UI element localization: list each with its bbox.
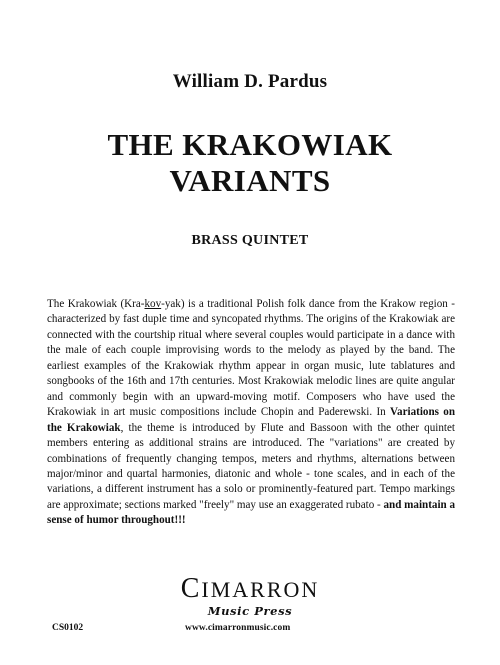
footer xyxy=(52,623,452,637)
notes-text-3: , the theme is introduced by Flute and Bassoon with the other quintet members entering as additional strains are introduced. The "variations" are created by combinations of frequently changing tempos, meters and rhythms, alternations between major/minor and quartal harmonies, diatonic and whole - tone scales, and in each of the variations, a different instrument has a solo or prominently-featured part. Tempo markings are approximate; sections marked "freely" may use an exaggerated rubato - xyxy=(47,421,455,511)
logo-rest: IMARRON xyxy=(201,577,320,602)
notes-pronunciation: kov xyxy=(144,298,162,310)
notes-text-1: The Krakowiak (Kra- xyxy=(47,298,145,310)
publisher-logo-wordmark xyxy=(180,573,320,604)
program-notes xyxy=(47,297,455,529)
publisher-logo-subtitle: Music Press xyxy=(207,604,293,618)
notes-closing: and maintain a sense of humor throughout!!! xyxy=(47,498,456,527)
piece-title xyxy=(0,127,500,199)
publisher-website: www.cimarronmusic.com xyxy=(185,623,291,633)
title-line-2: VARIANTS xyxy=(169,163,331,198)
publisher-logo xyxy=(0,573,500,604)
ensemble-label: BRASS QUINTET xyxy=(191,233,309,248)
composer-name: William D. Pardus xyxy=(172,71,328,92)
title-line-1: THE KRAKOWIAK xyxy=(107,127,393,162)
catalog-number: CS0102 xyxy=(52,623,84,633)
notes-text-2: -yak) is a traditional Polish folk dance from the Krakow region - characterized by fast duple time and syncopated rhythms. The origins of the Krakowiak are connected with the courtship ritual where several couples would participate in a dance with the male of each couple improvising words to the melody as played by the band. The earliest examples of the Krakowiak rhythm appear in organ music, lute tablatures and songbooks of the 16th and 17th centuries. Most Krakowiak melodic lines are quite angular and commonly begin with an upward-moving motif. Composers who have used the Krakowiak in art music compositions include Chopin and Paderewski. In xyxy=(47,298,455,419)
notes-work-title: Variations on the Krakowiak xyxy=(47,406,455,434)
logo-initial: C xyxy=(180,573,202,604)
